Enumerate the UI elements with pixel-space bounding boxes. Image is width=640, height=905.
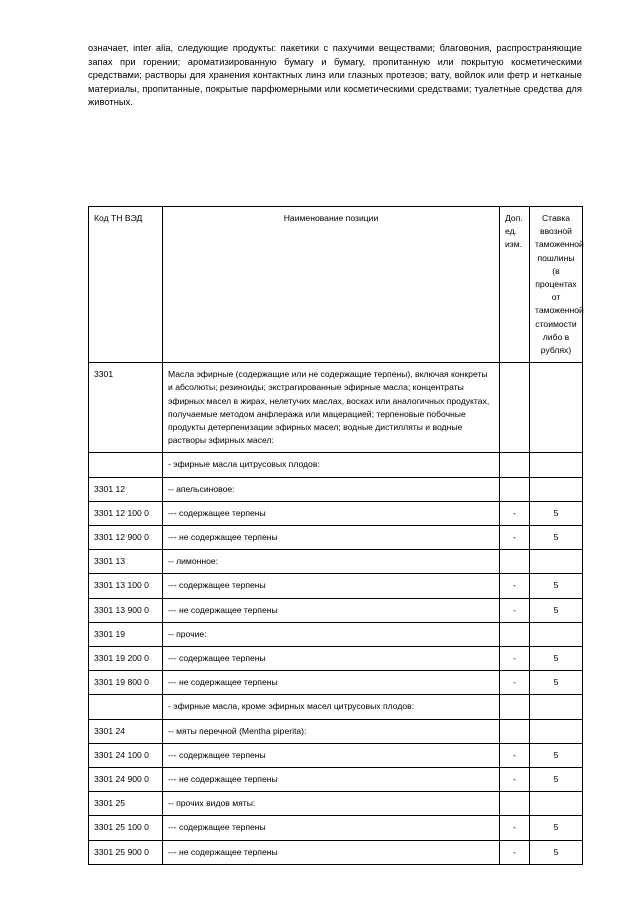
cell-duty: 5 [530,816,583,840]
cell-name: --- содержащее терпены [163,501,500,525]
table-row [89,622,583,646]
cell-unit: - [500,526,530,550]
cell-name: -- прочие: [163,622,500,646]
cell-name: -- лимонное: [163,550,500,574]
cell-code: 3301 12 900 0 [89,526,163,550]
cell-code: 3301 12 100 0 [89,501,163,525]
cell-duty: 5 [530,501,583,525]
cell-name: --- не содержащее терпены [163,671,500,695]
cell-code: 3301 24 100 0 [89,743,163,767]
cell-code: 3301 [89,363,163,453]
cell-duty [530,622,583,646]
table-header [89,206,583,362]
cell-unit [500,477,530,501]
cell-name: - эфирные масла цитрусовых плодов: [163,453,500,477]
cell-unit [500,550,530,574]
cell-duty: 5 [530,840,583,864]
table-row [89,363,583,453]
cell-duty [530,453,583,477]
tnved-tariff-table [88,206,583,865]
table-row [89,719,583,743]
column-header-name: Наименование позиции [163,206,500,362]
table-row [89,501,583,525]
cell-unit [500,719,530,743]
cell-code: 3301 19 [89,622,163,646]
cell-name: Масла эфирные (содержащие или не содержащие терпены), включая конкреты и абсолюты; резиноиды; экстрагированные эфирные масла; концентраты эфирных масел в жирах, нелетучих маслах, восках или аналогичных продуктах, получаемые методом анфлеража или мацерацией; терпеновые побочные продукты детерпенизации эфирных масел; водные дистилляты и водные растворы эфирных масел: [163,363,500,453]
cell-duty [530,695,583,719]
cell-duty [530,550,583,574]
table-row [89,840,583,864]
cell-duty: 5 [530,598,583,622]
cell-code: 3301 13 [89,550,163,574]
cell-code: 3301 13 900 0 [89,598,163,622]
cell-code: 3301 25 900 0 [89,840,163,864]
table-row [89,671,583,695]
cell-duty [530,792,583,816]
cell-unit [500,363,530,453]
cell-unit: - [500,840,530,864]
vertical-spacer [88,110,582,206]
cell-duty [530,363,583,453]
table-row [89,768,583,792]
cell-name: -- мяты перечной (Mentha piperita): [163,719,500,743]
table-row [89,526,583,550]
table-row [89,453,583,477]
cell-unit: - [500,574,530,598]
cell-unit [500,792,530,816]
cell-unit: - [500,816,530,840]
cell-name: --- не содержащее терпены [163,526,500,550]
table-row [89,647,583,671]
table-row [89,695,583,719]
table-row [89,598,583,622]
cell-duty: 5 [530,671,583,695]
cell-duty: 5 [530,526,583,550]
cell-name: --- не содержащее терпены [163,598,500,622]
cell-code [89,695,163,719]
intro-paragraph: означает, inter alia, следующие продукты: пакетики с пахучими веществами; благовония, распространяющие запах при горении; ароматизированную бумагу и бумагу, пропитанную или покрытую косметическими средствами; растворы для хранения контактных линз или глазных протезов; вату, войлок или фетр и нетканые материалы, пропитанные, покрытые парфюмерными или косметическими средствами; туалетные средства для животных. [88,43,582,108]
cell-code: 3301 24 [89,719,163,743]
table-row [89,743,583,767]
cell-code: 3301 13 100 0 [89,574,163,598]
cell-name: -- апельсиновое: [163,477,500,501]
table-body [89,363,583,865]
column-header-code: Код ТН ВЭД [89,206,163,362]
cell-unit: - [500,671,530,695]
cell-name: --- не содержащее терпены [163,768,500,792]
cell-unit [500,453,530,477]
cell-unit: - [500,501,530,525]
cell-name: --- не содержащее терпены [163,840,500,864]
cell-name: - эфирные масла, кроме эфирных масел цитрусовых плодов: [163,695,500,719]
cell-duty: 5 [530,768,583,792]
table-row [89,792,583,816]
cell-name: --- содержащее терпены [163,816,500,840]
cell-unit: - [500,598,530,622]
column-header-unit: Доп. ед. изм. [500,206,530,362]
table-header-row [89,206,583,362]
cell-name: --- содержащее терпены [163,743,500,767]
table-row [89,574,583,598]
cell-code: 3301 24 900 0 [89,768,163,792]
cell-unit: - [500,647,530,671]
cell-duty [530,477,583,501]
cell-duty: 5 [530,574,583,598]
table-row [89,816,583,840]
cell-name: --- содержащее терпены [163,647,500,671]
cell-code [89,453,163,477]
cell-duty: 5 [530,647,583,671]
cell-code: 3301 19 800 0 [89,671,163,695]
cell-code: 3301 25 100 0 [89,816,163,840]
cell-code: 3301 25 [89,792,163,816]
cell-unit [500,695,530,719]
cell-name: --- содержащее терпены [163,574,500,598]
cell-duty [530,719,583,743]
cell-duty: 5 [530,743,583,767]
cell-code: 3301 19 200 0 [89,647,163,671]
cell-code: 3301 12 [89,477,163,501]
table-row [89,550,583,574]
cell-unit [500,622,530,646]
cell-unit: - [500,743,530,767]
table-row [89,477,583,501]
cell-unit: - [500,768,530,792]
column-header-duty: Ставка ввозной таможенной пошлины (в процентах от таможенной стоимости либо в рублях) [530,206,583,362]
cell-name: -- прочих видов мяты: [163,792,500,816]
